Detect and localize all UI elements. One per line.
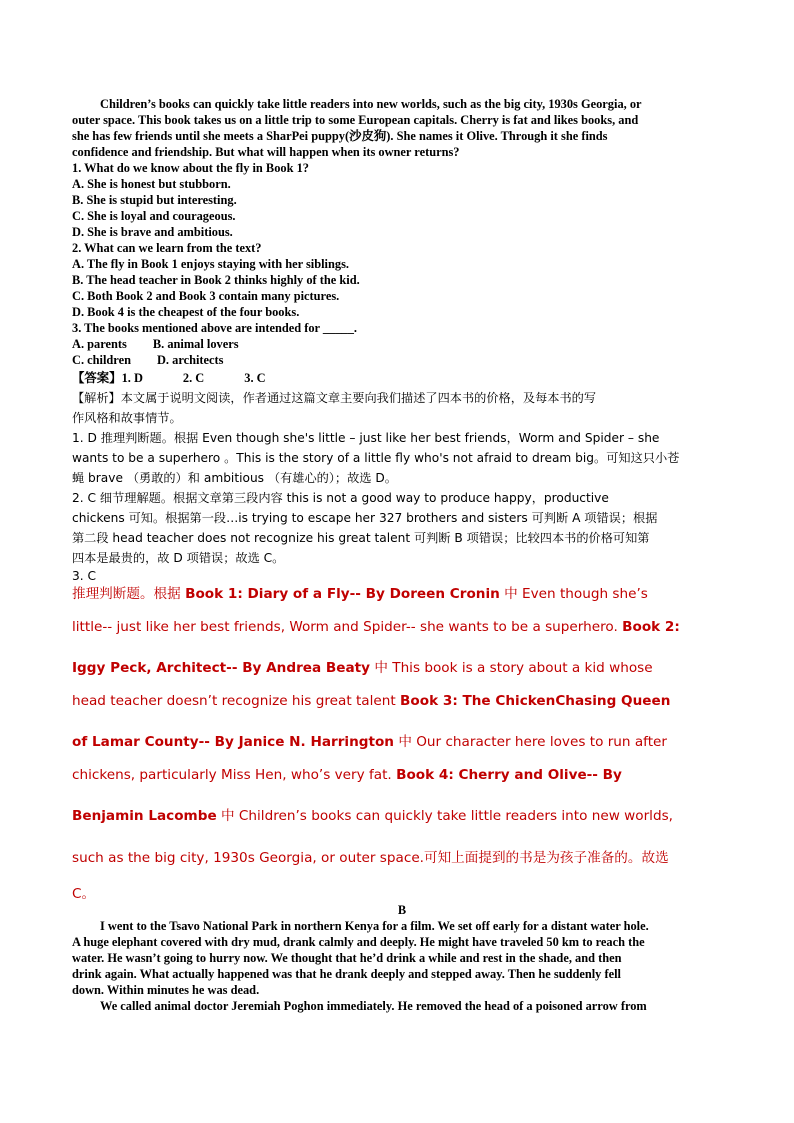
intro-paragraph — [72, 96, 732, 160]
analysis-block — [72, 388, 732, 584]
intro-line: confidence and friendship. But what will happen when its owner returns? — [72, 145, 460, 159]
question-1-option: A. She is honest but stubborn. — [72, 177, 231, 191]
book-3-title: of Lamar County-- By Janice N. Harrington — [72, 734, 394, 750]
answer-2: 2. C — [182, 371, 205, 385]
book-2-title: Book 2: — [622, 619, 680, 635]
answer-1: 1. D — [121, 371, 143, 385]
section-b-line: drink again. What actually happened was that he drank deeply and stepped away. Then he suddenly fell — [72, 967, 621, 981]
intro-line: Children’s books can quickly take little readers into new worlds, such as the big city, 1930s Georgia, or — [100, 97, 642, 111]
question-3-option: D. architects — [156, 353, 224, 367]
section-b-line: A huge elephant covered with dry mud, drank calmly and deeply. He might have traveled 50 km to reach the — [72, 935, 645, 949]
red-line: 推理判断题。根据 Book 1: Diary of a Fly-- By Doreen Cronin 中 Even though she’s — [72, 586, 648, 602]
analysis-line: 【解析】本文属于说明文阅读，作者通过这篇文章主要向我们描述了四本书的价格，及每本书的写 — [72, 391, 597, 405]
analysis-line: 四本是最贵的，故 D 项错误；故选 C。 — [72, 551, 285, 565]
analysis-line: chickens 可知。根据第一段…is trying to escape her 327 brothers and sisters 可判断 A 项错误；根据 — [72, 511, 658, 525]
question-1-option: D. She is brave and ambitious. — [72, 225, 233, 239]
question-1-option: C. She is loyal and courageous. — [72, 209, 236, 223]
questions-block — [72, 160, 732, 368]
question-3-option: A. parents — [72, 337, 127, 351]
question-3: 3. The books mentioned above are intended for _____. — [72, 321, 358, 335]
book-2-title: Iggy Peck, Architect-- By Andrea Beaty — [72, 660, 371, 676]
answer-line — [72, 370, 732, 386]
question-1: 1. What do we know about the fly in Book 1? — [72, 161, 309, 175]
analysis-line: 3. C — [72, 569, 97, 583]
red-line: C。 — [72, 886, 96, 902]
question-3-options-row-2 — [72, 352, 732, 368]
book-1-title: Book 1: Diary of a Fly-- By Doreen Cronin — [185, 586, 500, 602]
red-line: Benjamin Lacombe 中 Children’s books can quickly take little readers into new worlds, — [72, 808, 673, 824]
red-line: of Lamar County-- By Janice N. Harrington 中 Our character here loves to run after — [72, 734, 668, 750]
section-b-heading: B — [397, 903, 407, 917]
analysis-line: 蝇 brave （勇敢的）和 ambitious （有雄心的）；故选 D。 — [72, 471, 397, 485]
question-2: 2. What can we learn from the text? — [72, 241, 262, 255]
analysis-line: 2. C 细节理解题。根据文章第三段内容 this is not a good way to produce happy，productive — [72, 491, 609, 505]
question-1-option: B. She is stupid but interesting. — [72, 193, 237, 207]
section-b-paragraph — [72, 918, 732, 1014]
red-line: little-- just like her best friends, Worm and Spider-- she wants to be a superhero. Book 2: — [72, 619, 680, 635]
question-2-option: C. Both Book 2 and Book 3 contain many pictures. — [72, 289, 340, 303]
red-line: chickens, particularly Miss Hen, who’s very fat. Book 4: Cherry and Olive-- By — [72, 767, 622, 783]
question-3-option: B. animal lovers — [152, 337, 239, 351]
intro-line: she has few friends until she meets a SharPei puppy(沙皮狗). She names it Olive. Through it she finds — [72, 129, 608, 143]
question-2-option: A. The fly in Book 1 enjoys staying with her siblings. — [72, 257, 350, 271]
red-line: such as the big city, 1930s Georgia, or outer space.可知上面提到的书是为孩子准备的。故选 — [72, 850, 669, 866]
analysis-line: 1. D 推理判断题。根据 Even though she's little – just like her best friends，Worm and Spider – she — [72, 431, 660, 445]
intro-line: outer space. This book takes us on a little trip to some European capitals. Cherry is fat and likes books, and — [72, 113, 639, 127]
red-line: Iggy Peck, Architect-- By Andrea Beaty 中 This book is a story about a kid whose — [72, 660, 653, 676]
red-line: head teacher doesn’t recognize his great talent Book 3: The ChickenChasing Queen — [72, 693, 671, 709]
book-3-title: Book 3: The ChickenChasing Queen — [400, 693, 671, 709]
section-b-line: down. Within minutes he was dead. — [72, 983, 260, 997]
book-4-title: Benjamin Lacombe — [72, 808, 217, 824]
question-2-option: D. Book 4 is the cheapest of the four books. — [72, 305, 300, 319]
section-b-line: We called animal doctor Jeremiah Poghon immediately. He removed the head of a poisoned arrow from — [100, 999, 647, 1013]
section-b-line: water. He wasn’t going to hurry now. We thought that he’d drink a while and rest in the shade, and then — [72, 951, 622, 965]
analysis-line: wants to be a superhero 。This is the story of a little fly who's not afraid to dream big。可知这只小苍 — [72, 451, 680, 465]
question-2-option: B. The head teacher in Book 2 thinks highly of the kid. — [72, 273, 360, 287]
answer-label: 【答案】 — [72, 371, 122, 385]
question-3-option: C. children — [72, 353, 131, 367]
question-3-options-row-1 — [72, 336, 732, 352]
book-4-title: Book 4: Cherry and Olive-- By — [396, 767, 622, 783]
section-b-line: I went to the Tsavo National Park in northern Kenya for a film. We set off early for a distant water hole. — [100, 919, 649, 933]
analysis-line: 作风格和故事情节。 — [72, 411, 182, 425]
analysis-line: 第二段 head teacher does not recognize his great talent 可判断 B 项错误；比较四本书的价格可知第 — [72, 531, 650, 545]
answer-3: 3. C — [244, 371, 266, 385]
